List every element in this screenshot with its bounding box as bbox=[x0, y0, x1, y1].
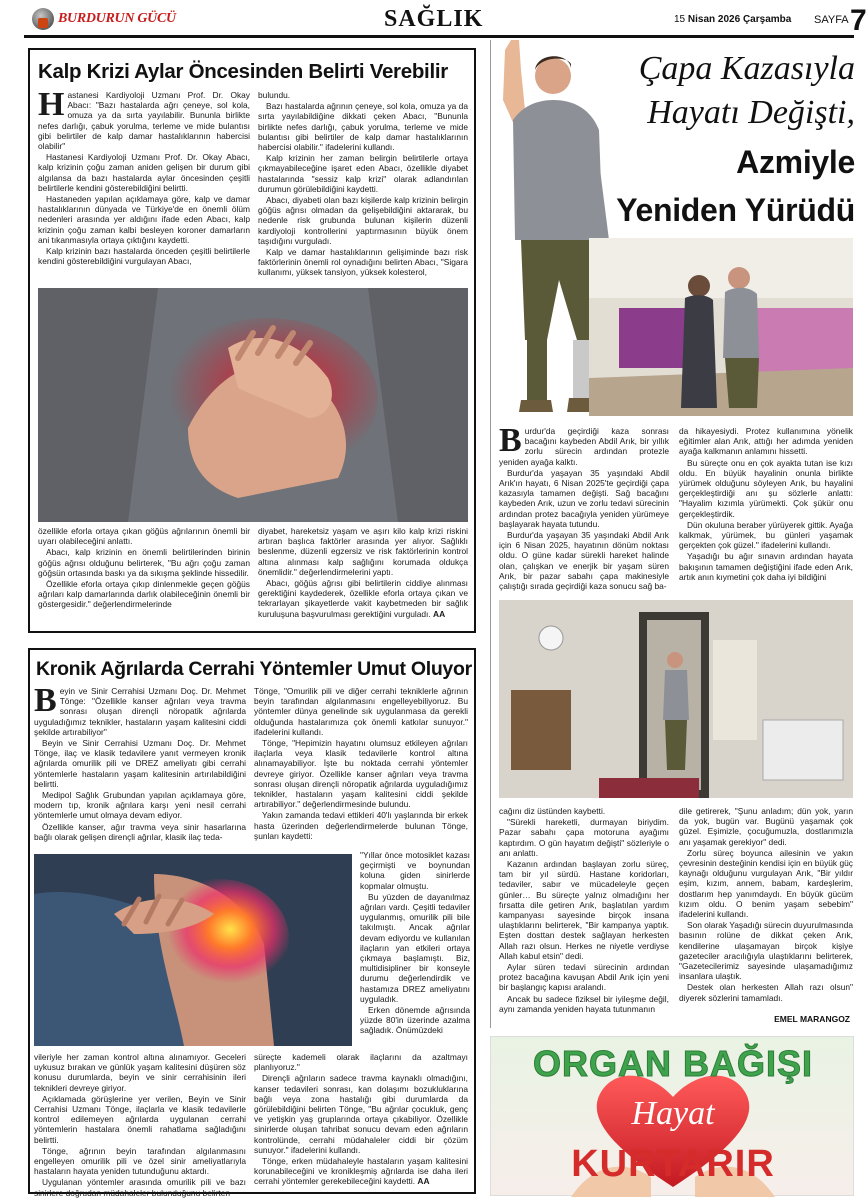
article-signature: EMEL MARANGOZ bbox=[774, 1014, 850, 1024]
article-column-2 bbox=[679, 426, 853, 602]
paragraph: Kalp krizinin bazı hastalarda önceden çeşitli belirtilerle kendini gösterebildiğini vurgulayan Abacı, bbox=[38, 246, 250, 267]
paragraph: Burdur'da yaşayan 35 yaşındaki Abdil Arık için 6 Nisan 2025, hayatının dönüm noktası oldu. O güne kadar sürekli hareket halinde olan, çalışkan ve enerjik bir yaşam süren Arık, bir pazar sabahı çapa makinesiyle çalıştığı sırada geçirdiği kaza sonucu sağ ba- bbox=[499, 530, 669, 592]
paragraph: Kalp krizinin her zaman belirgin belirtilerle ortaya çıkmayabileceğine işaret eden Abacı, özellikle diyabet hastalarında "sessiz kalp krizi" olarak adlandırılan durumun görülebildiğini kaydetti. bbox=[258, 153, 468, 194]
article-title: Kronik Ağrılarda Cerrahi Yöntemler Umut Oluyor bbox=[36, 658, 472, 680]
article-signature: AA bbox=[417, 1176, 430, 1187]
doorway-photo bbox=[499, 600, 853, 798]
paragraph: eyin ve Sinir Cerrahisi Uzmanı Doç. Dr. Mehmet Tönge: "Özellikle kanser ağrıları veya travma sonrası oluşan dirençli nöropatik ağrılarda uyguladığımız teknikler, hastaların yaşam kalitesini ciddi şekilde artırabiliyor" bbox=[34, 686, 246, 737]
paragraph: özellikle eforla ortaya çıkan göğüs ağrılarının önemli bir uyarı olabileceğini anlattı. bbox=[38, 526, 250, 547]
paragraph: Hastaneden yapılan açıklamaya göre, kalp ve damar hastalıklarının dünyada ve Türkiye'de en önemli ölüm nedenleri arasında yer aldığını ifade eden Abacı, kalp krizinin çoğu zaman kalbi besleyen koroner damarların ani tıkanmasıyla ortaya çıktığını kaydetti. bbox=[38, 194, 250, 245]
title-line: Azmiyle bbox=[736, 144, 855, 180]
paragraph: Tönge, "Omurilik pili ve diğer cerrahi tekniklerle ağrının beyin tarafından algılanmasını engelleyebiliyoruz. Bu yöntemler dünya genelinde sık uygulanmasa da gerekli olduğunda hastalarımıza çok önemli katkılar sunuyor." ifadelerini kullandı. bbox=[254, 686, 468, 737]
paragraph: Destek olan herkesten Allah razı olsun" diyerek sözlerini tamamladı. bbox=[679, 982, 853, 1003]
paragraph-text: Abacı, göğüs ağrısı gibi belirtilerin ciddiye alınması gerektiğini kaydederek, özellikle eforla ortaya çıkan ve tekrarlayan şikayetlerde vakit kaybetmeden bir sağlık kuruluşuna başvurulması gerektiğini vurguladı. bbox=[258, 578, 468, 619]
paragraph: Dirençli ağrıların sadece travma kaynaklı olmadığını, kanser tedavileri sonrası, kan dolaşımı bozukluklarına bağlı veya zona hastalığı gibi durumlarda da görülebildiğini belirten Tönge, "Bu ağrılar çocukluk, genç ve yetişkin yaş gruplarında ortaya çıkabiliyor. Özellikle sinirlerde oluşan tahribat sonucu devam eden ağrıların kontrolünde, cerrahi müdahaleler ciddi bir çözüm sunuyor." ifadelerini kullandı. bbox=[254, 1073, 468, 1155]
article-column-2-bottom bbox=[679, 806, 853, 1014]
paragraph: Dün okuluna beraber yürüyerek gittik. Ayağa kalkmak, yürümek, bu günleri yaşamak gerçekten çok güzel." ifadelerini kullandı. bbox=[679, 519, 853, 551]
paragraph: Medipol Sağlık Grubundan yapılan açıklamaya göre, modern tıp, kronik ağrılara karşı yeni nesil cerrahi yöntemlerle umut olmaya devam ediyor. bbox=[34, 790, 246, 821]
paragraph: diyabet, hareketsiz yaşam ve aşırı kilo kalp krizi riskini artıran başlıca faktörler arasında yer alıyor. Sağlıklı beslenme, düzenli egzersiz ve risk faktörlerinin kontrol altına alınması kalp sağlığını korumada oldukça önemlidir." değerlendirmelerini yaptı. bbox=[258, 526, 468, 577]
paragraph: da hikayesiydi. Protez kullanımına yönelik eğitimler alan Arık, attığı her adımda yeniden ayağa kalkmanın anlamını hissetti. bbox=[679, 426, 853, 457]
paragraph: "Yıllar önce motosiklet kazası geçirmişti ve boynundan koluna giden sinirlerde kopmalar olmuştu. bbox=[360, 850, 470, 891]
article-column-2-bottom bbox=[254, 1052, 468, 1192]
date-day: 15 bbox=[674, 14, 686, 25]
issue-date bbox=[674, 14, 791, 25]
paragraph: Ancak bu sadece fiziksel bir iyileşme değil, aynı zamanda yeniden hayata tutunmanın bbox=[499, 993, 669, 1014]
paragraph: "Sürekli hareketli, durmayan biriydim. Pazar sabahı çapa motoruna ayağımı kaptırdım. O gün hayatım değişti" sözleriyle o anı anlattı. bbox=[499, 817, 669, 858]
paragraph: cağını diz üstünden kaybetti. bbox=[499, 806, 606, 816]
paragraph: Tönge, ağrının beyin tarafından algılanmasını engelleyen omurilik pili ve özel sinir ameliyatlarıyla hastaların hayata yeniden tutunduğunu aktardı. bbox=[34, 1145, 246, 1177]
paragraph: Hastanesi Kardiyoloji Uzmanı Prof. Dr. Okay Abacı, kalp krizinin çoğu zaman aniden gelişen bir durum gibi algılansa da bazı hastalarda aylar öncesinden çeşitli belirtilerle kendini gösterebildiğini belirtti. bbox=[38, 152, 250, 193]
paragraph: Aylar süren tedavi sürecinin ardından protez bacağına kavuşan Abdil Arık için yeni bir başlangıç kapısı aralandı. bbox=[499, 962, 669, 993]
paragraph: Bazı hastalarda ağrının çeneye, sol kola, omuza ya da sırta yayılabildiğine dikkati çeken Abacı, "Bununla birlikte nefes darlığı, çabuk yorulma, terleme ve mide bulantısı gibi belirtiler de kalp damar hastalıklarının habercisi olabilir." ifadelerini kullandı. bbox=[258, 101, 468, 153]
article-column-2-side bbox=[360, 850, 470, 1046]
paragraph: Kazanın ardından başlayan zorlu süreç, tam bir yıl sürdü. Hastane koridorları, tedaviler, sabır ve mücadeleyle geçen günler… Bu süreçte yalnız olmadığını her fırsatta dile getiren Arık, başlatılan yardım kampanyası sayesinde birçok insana ulaştıklarını belirterek, "Bir kampanya yaptık. Eşten dosttan destek sağlayan herkesten Allah razı olsun. Herkes ne niyetle verdiyse Allah kabul etsin" dedi. bbox=[499, 859, 669, 961]
paragraph: Burdur'da yaşayan 35 yaşındaki Abdil Arık'ın hayatı, 6 Nisan 2025'te geçirdiği çapa kazasıyla tamamen değişti. Sağ bacağını kaybeden Arık, uzun ve zorlu tedavi sürecinin ardından protez bacağıyla yeniden yürümeye başlayarak hayata tutundu. bbox=[499, 467, 669, 529]
article-hoe-accident bbox=[490, 40, 854, 1028]
logo-icon bbox=[32, 8, 54, 30]
paragraph: urdur'da geçirdiği kaza sonrası bacağını kaybeden Abdil Arık, bir yıllık zorlu sürecin ardından protezle yeniden ayağa kalktı. bbox=[499, 426, 669, 467]
dropcap: H bbox=[38, 86, 65, 123]
section-title: SAĞLIK bbox=[384, 6, 484, 32]
couple-illustration bbox=[589, 238, 853, 416]
article-column-3 bbox=[38, 526, 250, 630]
article-title: Kalp Krizi Aylar Öncesinden Belirti Verebilir bbox=[38, 60, 448, 83]
knee-pain-illustration bbox=[34, 854, 352, 1046]
knee-pain-photo bbox=[34, 854, 352, 1046]
paragraph: Tönge, "Hepimizin hayatını olumsuz etkileyen ağrıları ilaçlarla veya klasik tedavilerle kontrol altına alınamayabiliyor. İşte bu noktada cerrahi yöntemler devreye giriyor. Özellikle kanser ağrıları veya travma sonrası oluşan dirençli nöropatik ağrılarda uyguladığımız teknikler, hastaların yaşam kalitesini ciddi şekilde artırabiliyor." değerlendirmesinde bulundu. bbox=[254, 738, 468, 810]
page-header bbox=[24, 4, 867, 38]
date-weekday: Çarşamba bbox=[742, 14, 792, 25]
paragraph: Yakın zamanda tedavi ettikleri 40'lı yaşlarında bir erkek hasta üzerinden değerlendirmelerde bulunan Tönge, şunları kaydetti: bbox=[254, 810, 468, 841]
organ-donation-banner[interactable] bbox=[490, 1036, 854, 1196]
couple-photo bbox=[589, 238, 853, 416]
article-chronic-pain bbox=[28, 648, 476, 1198]
paragraph: süreçte kademeli olarak ilaçlarını da azaltmayı planlıyoruz." bbox=[254, 1052, 468, 1073]
paragraph: Açıklamada görüşlerine yer verilen, Beyin ve Sinir Cerrahisi Uzmanı Tönge, ilaçlarla ve klasik tedavilerle kontrol edilemeyen ağrılarda uygulanan cerrahi yöntemlerin hastalara önemli rahatlama sağladığını belirtti. bbox=[34, 1093, 246, 1145]
chest-pain-illustration bbox=[38, 288, 468, 522]
newspaper-logo[interactable] bbox=[32, 6, 182, 32]
paragraph bbox=[254, 1156, 468, 1187]
article-title-block bbox=[591, 50, 855, 240]
title-line: Hayatı Değişti, bbox=[647, 94, 855, 131]
paragraph: Yaşadığı bu ağır sınavın ardından hayata bakışının tamamen değiştiğini ifade eden Arık, artık anın kıymetini çok daha iyi bildiğini bbox=[679, 551, 853, 582]
article-column-2 bbox=[254, 686, 468, 846]
title-line: Çapa Kazasıyla bbox=[638, 50, 855, 87]
paragraph: vileriyle her zaman kontrol altına alınamıyor. Geceleri uykusuz bırakan ve günlük yaşam kalitesini düşüren söz konusu durumlarda, beyin ve sinir cerrahisinin ileri teknikleri devreye giriyor. bbox=[34, 1052, 246, 1093]
paragraph: Abacı, kalp krizinin en önemli belirtilerinden birinin göğüs ağrısı olduğunu belirterek, "Bu ağrı çoğu zaman göğsün ortasında baskı ya da sıkışma şeklinde hissedilir. bbox=[38, 547, 250, 578]
logo-text: BURDURUN GÜCÜ bbox=[58, 11, 176, 26]
paragraph: bulundu. bbox=[258, 90, 291, 100]
paragraph: Bu süreçte onu en çok ayakta tutan ise kızı oldu. En büyük hayalinin onunla birlikte yürümek olduğunu söyleyen Arık, bu hayalini gerçekleştirdiği anı şu sözlerle anlattı: "Hayalim kızımla yürümekti. Çok şükür onu gerçekleştirdik. bbox=[679, 457, 853, 519]
banner-line-2: Hayat bbox=[631, 1095, 715, 1132]
paragraph: dile getirerek, "Şunu anladım; dün yok, yarın da yok, bugün var. Bugünü yaşamak çok güzel. Eşimizle, çocuğumuzla, dostlarımızla anı yaşamak gerekiyor" dedi. bbox=[679, 806, 853, 847]
paragraph bbox=[258, 578, 468, 619]
paragraph: Özellikle kanser, ağır travma veya sinir hasarlarına bağlı olarak gelişen dirençli ağrılar, klasik ilaç teda- bbox=[34, 821, 246, 842]
paragraph: Beyin ve Sinir Cerrahisi Uzmanı Doç. Dr. Mehmet Tönge, ilaç ve klasik tedavilere yanıt vermeyen kronik ağrılarda omurilik pili ve DREZ ameliyatı gibi cerrahi yöntemlerle hastaların yaşam kalitesinin artırılabildiğini belirtti. bbox=[34, 738, 246, 789]
paragraph: Kalp ve damar hastalıklarının gelişiminde bazı risk faktörlerinin önemli rol oynadığını belirten Abacı, "Sigara kullanımı, yüksek tansiyon, yüksek kolesterol, bbox=[258, 247, 468, 278]
doorway-illustration bbox=[499, 600, 853, 798]
article-column-1 bbox=[499, 422, 669, 602]
paragraph: Uygulanan yöntemler arasında omurilik pili ve bazı sinirlere doğrudan müdahaleler bulunduğunu belirten bbox=[34, 1177, 246, 1198]
paragraph: Bu yüzden de dayanılmaz ağrıları vardı. Çeşitli tedaviler uygulanmış, omurilik pili bile takılmıştı. Ancak ağrılar devam ediyordu ve kullanılan ilaçların yan etkileri ortaya çıkmaya başlamıştı. Biz, multidisipliner bir konseyle durumu değerlendirdik ve hastamıza DREZ ameliyatını uyguladık. bbox=[360, 891, 470, 1004]
chest-pain-photo bbox=[38, 288, 468, 522]
article-heart-attack bbox=[28, 48, 476, 633]
paragraph: Özellikle eforla ortaya çıkıp dinlenmekle geçen göğüs ağrıları kalp damarlarında darlık olabileceğinin önemli bir göstergesidir." değerlendirmelerinde bbox=[38, 579, 250, 610]
article-column-1-bottom bbox=[499, 806, 669, 1026]
banner-line-1: ORGAN BAĞIŞI bbox=[532, 1043, 813, 1084]
article-signature: AA bbox=[433, 608, 446, 619]
title-line: Yeniden Yürüdü bbox=[616, 192, 855, 228]
article-column-1-bottom bbox=[34, 1052, 246, 1198]
paragraph: Abacı, diyabeti olan bazı kişilerde kalp krizinin belirgin göğüs ağrısı olmadan da gelişebildiğini aktararak, bu nedenle risk grubunda bulunan kişilerin düzenli kardiyoloji kontrollerini yaptırmasının büyük önem taşıdığını vurguladı. bbox=[258, 195, 468, 246]
paragraph: Son olarak Yaşadığı sürecin duyurulmasında basının rolüne de dikkat çeken Arık, kendilerine ulaşamayan birçok kişiye gazeteciler aracılığıyla ulaştıklarını belirterek, "Gazetecilerimiz sayesinde ulaşamadığımız insanlara ulaştık. bbox=[679, 920, 853, 982]
paragraph: Erken dönemde ağrısında yüzde 80'in üzerinde azalma sağladık. Önümüzdeki bbox=[360, 1005, 470, 1036]
date-month: Nisan 2026 bbox=[687, 14, 741, 25]
page-number: 7 bbox=[850, 4, 867, 37]
article-column-4 bbox=[258, 526, 468, 630]
paragraph: Zorlu süreç boyunca ailesinin ve yakın çevresinin desteğinin kendisi için en büyük güç kaynağı olduğunu vurgulayan Arık, "Bir yıldır eşim, kızım, annem, babam, kardeşlerim, dostlarım hep yanımdaydı. En büyük gücüm kızım oldu. O benim yaşam sebebim" ifadelerini kullandı. bbox=[679, 847, 853, 920]
dropcap: B bbox=[499, 422, 522, 459]
page-label: SAYFA bbox=[814, 14, 849, 26]
paragraph-text: Tönge, erken müdahaleyle hastaların yaşam kalitesini korunabileceğini ve kronikleşmiş ağrılarda ise daha ileri cerrahi yöntemler gerekebileceğini kaydetti. bbox=[254, 1156, 468, 1187]
article-column-1 bbox=[34, 682, 246, 854]
paragraph: astanesi Kardiyoloji Uzmanı Prof. Dr. Okay Abacı: "Bazı hastalarda ağrı çeneye, sol kola, omuza ya da sırta yayılabilir. Bununla birlikte nefes darlığı, çabuk yorulma, terleme ve mide bulantısı gibi belirtiler de kalp damar hastalıklarının habercisi olabilir" bbox=[38, 90, 250, 152]
dropcap: B bbox=[34, 682, 57, 719]
banner-line-3: KURTARIR bbox=[571, 1143, 775, 1185]
